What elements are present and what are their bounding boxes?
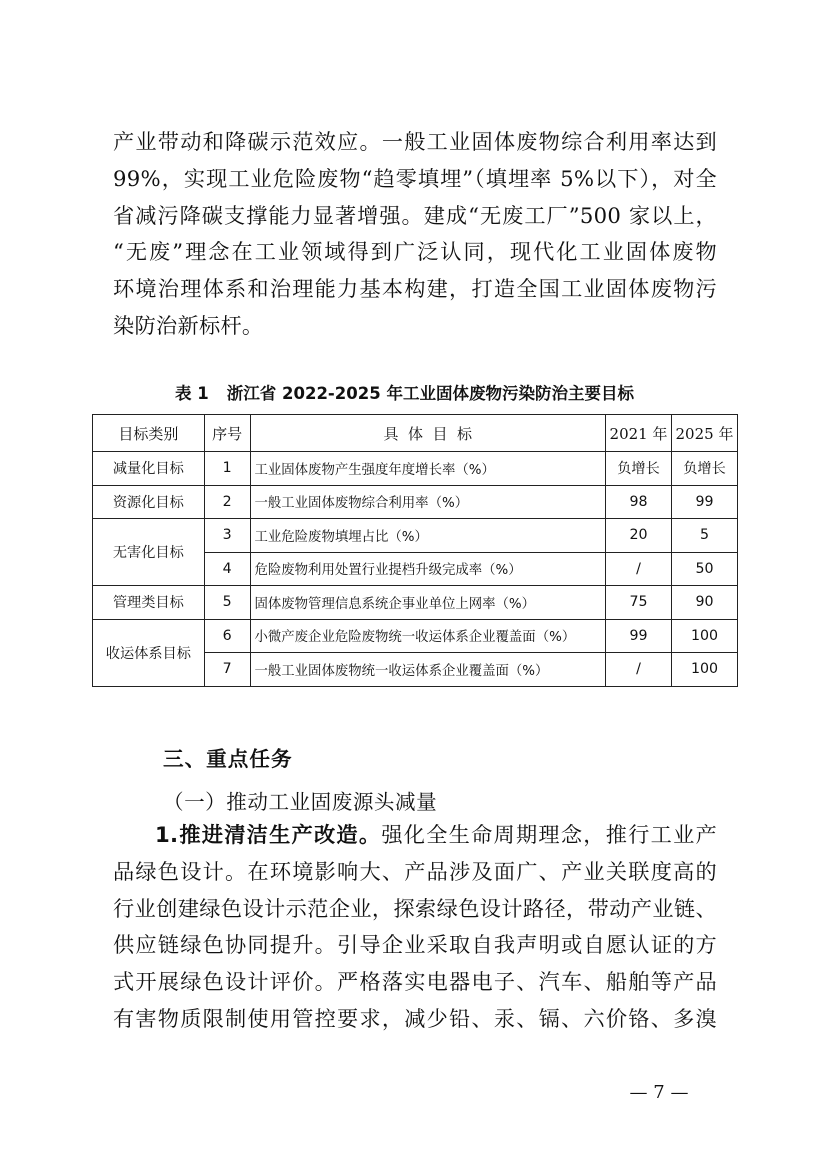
seq-cell: 3: [204, 519, 250, 553]
paragraph-line: 供应链绿色协同提升。引导企业采取自我声明或自愿认证的方: [113, 932, 717, 958]
value-2021-cell: 99: [606, 619, 672, 653]
targets-table: [92, 414, 738, 687]
value-2025-cell: 99: [672, 485, 738, 519]
goal-cell: 工业危险废物填埋占比（%）: [250, 519, 606, 553]
paragraph-line: 产业带动和降碳示范效应。一般工业固体废物综合利用率达到: [113, 129, 717, 154]
value-2025-cell: 50: [672, 552, 738, 586]
table-row: [93, 485, 738, 519]
task-paragraph: [113, 817, 717, 1038]
value-2021-cell: /: [606, 653, 672, 687]
paragraph-line: 式开展绿色设计评价。严格落实电器电子、汽车、船舶等产品: [113, 969, 717, 995]
category-cell: 无害化目标: [93, 519, 205, 586]
value-2025-cell: 90: [672, 586, 738, 620]
paragraph-line: 染防治新标杆。: [113, 312, 264, 338]
value-2021-cell: /: [606, 552, 672, 586]
header-goal: 具 体 目 标: [250, 415, 606, 452]
table-caption-number: 表 1: [175, 384, 209, 403]
seq-cell: 7: [204, 653, 250, 687]
page-number: — 7 —: [629, 1082, 689, 1103]
header-seq: 序号: [204, 415, 250, 452]
category-cell: 资源化目标: [93, 485, 205, 519]
table-row: [93, 452, 738, 486]
paragraph-line: 品绿色设计。在环境影响大、产品涉及面广、产业关联度高的: [113, 858, 717, 884]
seq-cell: 5: [204, 586, 250, 620]
value-2025-cell: 5: [672, 519, 738, 553]
intro-paragraph: [113, 124, 717, 345]
value-2025-cell: 100: [672, 653, 738, 687]
goal-cell: 一般工业固体废物统一收运体系企业覆盖面（%）: [250, 653, 606, 687]
paragraph-line: 行业创建绿色设计示范企业，探索绿色设计路径，带动产业链、: [113, 895, 717, 921]
table-caption: [92, 383, 717, 405]
value-2021-cell: 负增长: [606, 452, 672, 486]
value-2025-cell: 100: [672, 619, 738, 653]
value-2021-cell: 98: [606, 485, 672, 519]
header-2025: 2025 年: [672, 415, 738, 452]
seq-cell: 4: [204, 552, 250, 586]
paragraph-line: 有害物质限制使用管控要求，减少铅、汞、镉、六价铬、多溴: [113, 1005, 717, 1031]
seq-cell: 6: [204, 619, 250, 653]
header-2021: 2021 年: [606, 415, 672, 452]
paragraph-line: “无废”理念在工业领域得到广泛认同，现代化工业固体废物: [113, 239, 717, 265]
category-cell: 收运体系目标: [93, 619, 205, 686]
value-2025-cell: 负增长: [672, 452, 738, 486]
table-row: [93, 619, 738, 653]
paragraph-line: 环境治理体系和治理能力基本构建，打造全国工业固体废物污: [113, 276, 717, 302]
task-first-line-text: 强化全生命周期理念，推行工业产: [381, 822, 717, 847]
goal-cell: 小微产废企业危险废物统一收运体系企业覆盖面（%）: [250, 619, 606, 653]
goal-cell: 固体废物管理信息系统企事业单位上网率（%）: [250, 586, 606, 620]
section-heading: 三、重点任务: [163, 747, 293, 771]
goal-cell: 工业固体废物产生强度年度增长率（%）: [250, 452, 606, 486]
table-row: [93, 586, 738, 620]
paragraph-line: 省减污降碳支撑能力显著增强。建成“无废工厂”500 家以上，: [113, 202, 717, 228]
value-2021-cell: 20: [606, 519, 672, 553]
table-caption-text: 浙江省 2022-2025 年工业固体废物污染防治主要目标: [226, 384, 634, 403]
header-category: 目标类别: [93, 415, 205, 452]
table-header-row: [93, 415, 738, 452]
table-row: [93, 519, 738, 553]
paragraph-line: 99%，实现工业危险废物“趋零填埋”（填埋率 5%以下），对全: [113, 165, 717, 191]
goal-cell: 危险废物利用处置行业提档升级完成率（%）: [250, 552, 606, 586]
value-2021-cell: 75: [606, 586, 672, 620]
subsection-heading: （一）推动工业固废源头减量: [163, 790, 438, 814]
paragraph-line: [113, 817, 717, 854]
category-cell: 减量化目标: [93, 452, 205, 486]
goal-cell: 一般工业固体废物综合利用率（%）: [250, 485, 606, 519]
seq-cell: 1: [204, 452, 250, 486]
task-lead: 1.推进清洁生产改造。: [155, 822, 382, 847]
category-cell: 管理类目标: [93, 586, 205, 620]
seq-cell: 2: [204, 485, 250, 519]
